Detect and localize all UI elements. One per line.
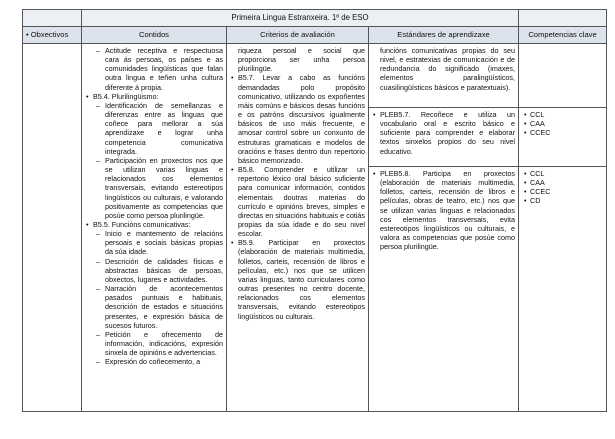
- contents-item: – Actitude receptiva e respectuosa cara ás persoas, os países e as comunidades lingüísticas que falan outra lingua e teñen unha cultura diferente á propia.: [95, 46, 223, 92]
- contents-cell: [82, 44, 227, 412]
- header-criteria: Criterios de avaliación: [227, 27, 369, 44]
- criteria-continuation: riqueza persoal e social que proporciona ser unha persoa plurilingüe.: [238, 46, 365, 74]
- competence-badge: • CCL: [522, 110, 603, 119]
- competence-badge: • CCEC: [522, 187, 603, 196]
- table-title-row: [23, 10, 607, 27]
- contents-item: – Inicio e mantemento de relacións persoais e sociais básicas propias da súa idade.: [95, 229, 223, 256]
- header-contents: Contidos: [82, 27, 227, 44]
- contents-block-title: • B5.4. Plurilingüismo:: [85, 92, 223, 101]
- table-body-row: [23, 44, 607, 412]
- curriculum-table: [22, 9, 607, 412]
- contents-item: – Descrición de calidades físicas e abstractas básicas de persoas, obxectos, lugares e actividades.: [95, 257, 223, 284]
- contents-item: – Participación en proxectos nos que se utilizan varias linguas e relacionados cos elementos transversais, evitando estereotipos lingüísticos ou culturais, e valorando positivamente as competencias que posúe como persoa plurilingüe.: [95, 156, 223, 220]
- title-blank-cell-right: [519, 10, 607, 27]
- header-standards: Estándares de aprendizaxe: [369, 27, 519, 44]
- competence-badge: • CAA: [522, 178, 603, 187]
- contents-block-title: • B5.5. Funcións comunicativas:: [85, 220, 223, 229]
- contents-item: – Narración de acontecementos pasados puntuais e habituais, descrición de estados e situacións presentes, e expresión básica de sucesos futuros.: [95, 284, 223, 330]
- header-competences: Competencias clave: [519, 27, 607, 44]
- standards-item: • PLEB5.8. Participa en proxectos (elaboración de materiais multimedia, folletos, carteis, recensión de libros e películas, obras de teatro, etc.) nos que se utilizan varias linguas e relacionados cos elementos transversais, evita estereotipos lingüísticos ou culturais, e valora as competencias que posúe como persoa plurilingüe.: [372, 169, 515, 251]
- title-blank-cell: [23, 10, 82, 27]
- contents-item: – Expresión do coñecemento, a: [95, 357, 223, 366]
- standards-continuation: funcións comunicativas propias do seu nivel, e estratexias de comunicación e de redundancia do significado (imaxes, elementos paralingüísticos, cuasilingüísticos básicos e paratextuais).: [380, 46, 516, 92]
- table-title: Primeira Lingua Estranxeira. 1º de ESO: [82, 10, 519, 27]
- criteria-item: • B5.8. Comprender e utilizar un repertorio léxico oral básico suficiente para comunicar información, contidos elementais doutras materias do currículo e opinións breves, simples e directas en situacións habituais e cotiás propias da súa idade e do seu nivel escolar.: [230, 165, 365, 238]
- competence-badge: • CAA: [522, 119, 603, 128]
- competence-badge: • CD: [522, 196, 603, 205]
- standards-cell: [369, 44, 519, 412]
- contents-item: – Identificación de semellanzas e diferenzas entre as linguas que coñece para mellorar a súa aprendizaxe e lograr unha competencia comunicativa integrada.: [95, 101, 223, 156]
- objectives-cell: [23, 44, 82, 412]
- competences-cell: [519, 44, 607, 412]
- competence-badge: • CCL: [522, 169, 603, 178]
- contents-item: – Petición e ofrecemento de información, indicacións, expresión sinxela de opinións e advertencias.: [95, 330, 223, 357]
- criteria-item: • B5.7. Levar a cabo as funcións demandadas polo propósito comunicativo, utilizando os expoñentes máis comúns e básicos desas funcións e os patróns discursivos igualmente básicos de uso máis frecuente, e amosar control sobre un conxunto de estruturas gramaticais e modelos de oracións e frases dentro dun repertorio básico memorizado.: [230, 73, 365, 165]
- standards-item: • PLEB5.7. Recoñece e utiliza un vocabulario oral e escrito básico e suficiente para comprender e elaborar textos sinxelos propios do seu nivel educativo.: [372, 110, 515, 156]
- table-header-row: [23, 27, 607, 44]
- criteria-cell: [227, 44, 369, 412]
- criteria-item: • B5.9. Participar en proxectos (elaboración de materiais multimedia, folletos, carteis, recensión de libros e películas, etc.) nos que se utilicen varias linguas, tanto curriculares como outras presentes no centro docente, relacionados cos elementos transversais, evitando estereotipos lingüísticos ou culturais.: [230, 238, 365, 320]
- header-objectives: • Obxectivos: [23, 27, 82, 44]
- competence-badge: • CCEC: [522, 128, 603, 137]
